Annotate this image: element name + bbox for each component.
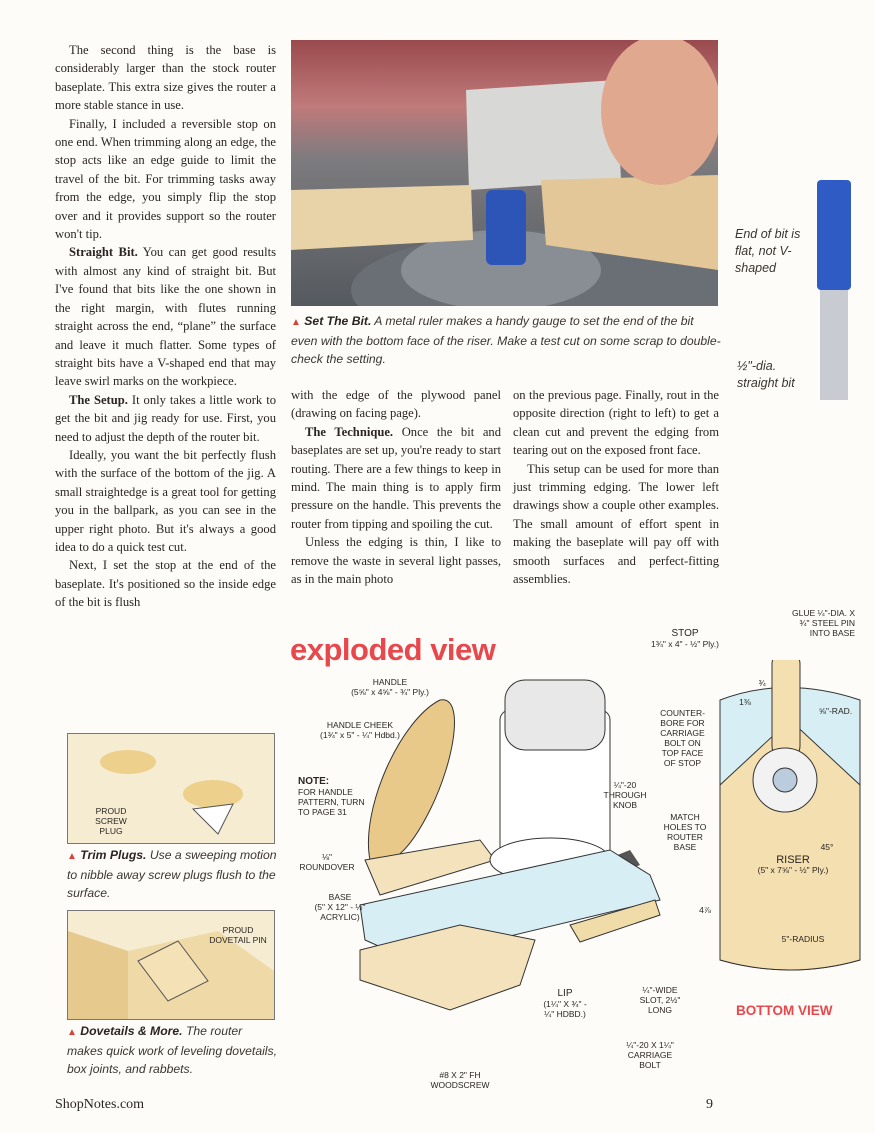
paragraph — [55, 391, 276, 446]
handle-cheek-label — [305, 720, 415, 740]
paragraph: Finally, I included a reversible stop on one end. When trimming along an edge, the stop acts like an edge guide to limit the travel of the bit. For trimming tasks away from the edge, you simply flip the stop over and it provides support so the router won't tip. — [55, 116, 276, 242]
dim-label: ¾ — [758, 678, 766, 688]
photo-caption — [291, 312, 721, 368]
dim-label: 1⅜ — [739, 697, 751, 707]
match-holes-label: MATCH HOLES TO ROUTER BASE — [663, 812, 707, 852]
trim-plugs-caption — [67, 846, 277, 902]
carriage-bolt-label: ¼"-20 X 1¼" CARRIAGE BOLT — [626, 1040, 674, 1070]
roundover-label: ⅛" ROUNDOVER — [299, 852, 355, 872]
note-label — [298, 776, 378, 817]
triangle-icon: ▲ — [291, 317, 301, 328]
right-column — [513, 386, 719, 588]
caption-text: The router makes quick work of leveling dovetails, box joints, and rabbets. — [67, 1024, 277, 1076]
paragraph: Next, I set the stop at the end of the baseplate. It's positioned so the inside edge of the bit is flush — [55, 558, 276, 610]
router-base-circle — [735, 735, 835, 815]
label-text: HANDLE CHEEK — [326, 720, 394, 730]
page-number: 9 — [706, 1097, 713, 1112]
caption-text: Use a sweeping motion to nibble away screw plugs flush to the surface. — [67, 848, 277, 900]
lip-label — [540, 988, 590, 1019]
label-dim: (1¾" x 5" - ¼" Hdbd.) — [320, 730, 400, 740]
photo-illustration — [291, 40, 718, 306]
knob-label: ¼"-20 THROUGH KNOB — [603, 780, 647, 810]
label-dim: (1¼" X ¾" - ¼" HDBD.) — [543, 999, 587, 1019]
five-inch-radius-label: 5"-RADIUS — [781, 934, 825, 944]
paragraph: on the previous page. Finally, rout in the opposite direction (right to left) to get a clean cut and prevent the edging from tearing out on the exposed front face. — [513, 388, 719, 458]
middle-column — [291, 386, 501, 588]
handle-label — [335, 677, 445, 697]
paragraph: with the edge of the plywood panel (drawing on facing page). — [291, 388, 501, 421]
counterbore-label: COUNTER-BORE FOR CARRIAGE BOLT ON TOP FACE OF STOP — [660, 708, 705, 768]
paragraph-text: It only takes a little work to get the bit and jig ready for use. First, you need to adjust the depth of the router bit. — [55, 392, 276, 444]
paragraph — [291, 423, 501, 533]
paragraph: Ideally, you want the bit perfectly flush with the surface of the bottom of the jig. A small straightedge is a great tool for getting you in the ballpark, as you can see in the upper right photo. But it's always a good idea to do a quick test cut. — [55, 447, 276, 554]
dim-label: 4⅞ — [699, 905, 711, 915]
bit-end-label: End of bit is flat, not V-shaped — [735, 227, 801, 275]
stop-label — [640, 628, 730, 649]
label-dim: (5⅝" x 4⅝" - ¾" Ply.) — [351, 687, 429, 697]
label-text: STOP — [671, 628, 699, 639]
label-dim: (5" x 7⅝" - ½" Ply.) — [757, 865, 829, 875]
pin-label: PROUD DOVETAIL PIN — [209, 925, 267, 945]
triangle-icon: ▲ — [67, 1027, 77, 1038]
note-head: NOTE: — [298, 776, 330, 787]
caption-head: Set The Bit. — [304, 314, 372, 328]
plug-label: PROUD SCREW PLUG — [95, 806, 127, 836]
triangle-icon: ▲ — [67, 851, 77, 862]
base-label — [305, 892, 375, 922]
paragraph: The second thing is the base is considerably larger than the stock router baseplate. This extra size gives the router a more stable stance in use. — [55, 43, 276, 113]
caption-text: A metal ruler makes a handy gauge to set the end of the bit even with the bottom face of the riser. Make a test cut on some scrap to double-check the setting. — [291, 314, 721, 366]
label-text: HANDLE — [372, 677, 408, 687]
caption-head: Trim Plugs. — [80, 848, 147, 862]
dovetails-caption — [67, 1022, 277, 1078]
bit-dia-label: ½"-dia. straight bit — [737, 359, 795, 390]
glue-pin-label: GLUE ¼"-DIA. X ¾" STEEL PIN INTO BASE — [791, 608, 855, 638]
paragraph — [55, 243, 276, 390]
slot-label: ¼"-WIDE SLOT, 2½" LONG — [639, 985, 681, 1015]
run-in-head: The Setup. — [69, 392, 128, 407]
dovetails-drawing — [67, 910, 275, 1020]
run-in-head: The Technique. — [305, 424, 394, 439]
left-column — [55, 41, 276, 612]
paragraph: Unless the edging is thin, I like to remove the waste in several light passes, as in the main photo — [291, 535, 501, 587]
note-text: FOR HANDLE PATTERN, TURN TO PAGE 31 — [298, 787, 365, 817]
straight-bit-image — [812, 180, 862, 405]
paragraph-text: You can get good results with almost any kind of straight bit. But I've found that bits like the one shown in the right margin, with flutes running straight across the end, “plane” the surface and leave it much flatter. Some types of straight bits have a V-shaped end that may leave swirl marks on the workpiece. — [55, 245, 277, 389]
label-text: LIP — [557, 988, 573, 999]
exploded-view-title: exploded view — [290, 632, 496, 667]
label-dim: (5" X 12" - ½" ACRYLIC) — [314, 902, 366, 922]
paragraph: This setup can be used for more than just trimming edging. The lower left drawings show a couple other examples. The small amount of effort spent in making the baseplate will pay off with smooth surfaces and perfect-fitting assemblies. — [513, 461, 719, 587]
paragraph-text: Once the bit and baseplates are set up, you're ready to start routing. There are a few things to keep in mind. The main thing is to apply firm pressure on the handle. This prevents the router from tipping and spoiling the cut. — [291, 424, 502, 531]
label-dim: 1¾" x 4" - ½" Ply.) — [651, 639, 719, 649]
radius-label: ⅝"-RAD. — [818, 706, 853, 716]
trim-plugs-drawing — [67, 733, 275, 844]
run-in-head: Straight Bit. — [69, 245, 138, 260]
bottom-view-title: BOTTOM VIEW — [736, 1003, 833, 1018]
riser-label — [748, 855, 838, 875]
label-text: BASE — [328, 892, 352, 902]
angle-label: 45° — [820, 842, 834, 852]
set-the-bit-photo — [291, 40, 718, 306]
footer-site: ShopNotes.com — [55, 1097, 145, 1112]
caption-head: Dovetails & More. — [80, 1024, 183, 1038]
label-text: RISER — [776, 854, 810, 866]
woodscrew-label: #8 X 2" FH WOODSCREW — [430, 1070, 490, 1090]
